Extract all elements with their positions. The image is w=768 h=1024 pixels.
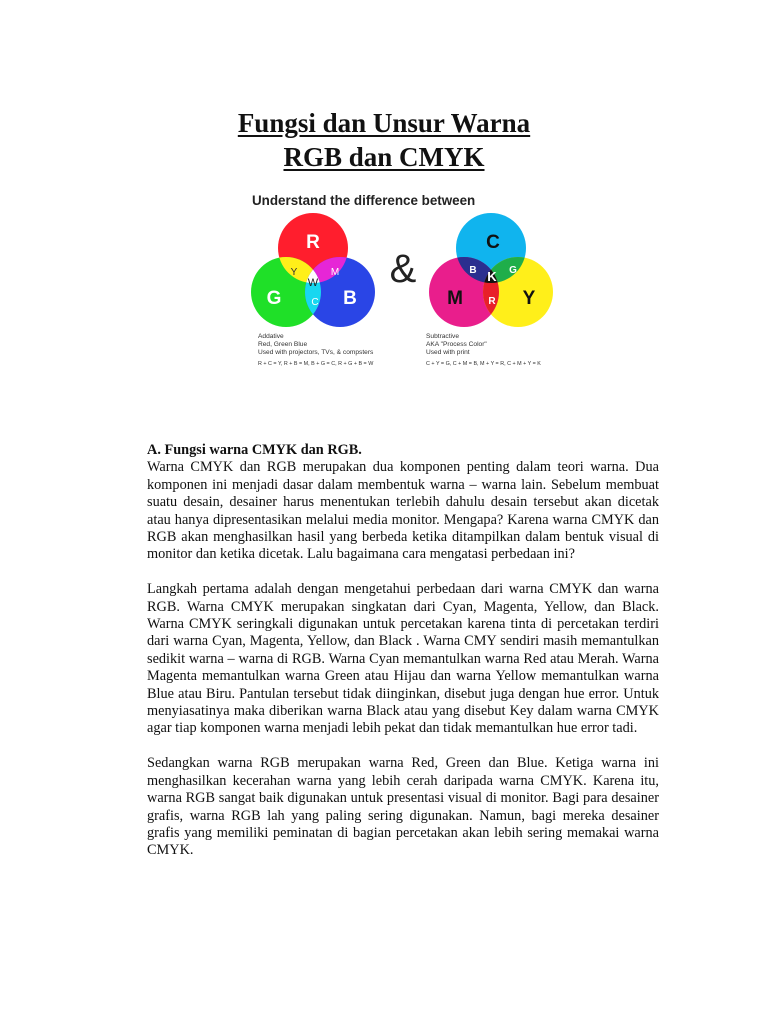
label-m: M (330, 267, 340, 278)
label-r-cmyk: R (488, 296, 496, 307)
cmyk-venn (429, 213, 553, 327)
paragraph: Sedangkan warna RGB merupakan warna Red, Green dan Blue. Ketiga warna ini menghasilkan kecerahan warna yang lebih cerah daripada warna CMYK. Karena itu, warna RGB sangat baik digunakan untuk presentasi visual di monitor. Bagi para desainer grafis, warna RGB lah yang paling sering digunakan. Namun, bagi mereka desainer grafis yang memiliki peminatan di bagian percetakan akan lebih sering memakai warna CMYK. (147, 755, 659, 859)
cmyk-caption (426, 333, 541, 367)
label-k-cmyk: K (487, 269, 497, 284)
section-heading: A. Fungsi warna CMYK dan RGB. (147, 442, 362, 458)
diagram-heading: Understand the difference between (252, 193, 476, 208)
ampersand: & (389, 247, 417, 291)
cmyk-caption-line: AKA "Process Color" (426, 341, 487, 348)
rgb-caption-line: R + C = Y, R + B = M, B + G = C, R + G + B = W (258, 361, 374, 367)
paragraph: Langkah pertama adalah dengan mengetahui perbedaan dari warna CMYK dan warna RGB. Warna CMYK merupakan singkatan dari Cyan, Magenta, Yellow, dan Black. Warna CMYK seringkali digunakan untuk percetakan karena tinta di percetakan terdiri dari warna Cyan, Magenta, Yellow, dan Black . Warna CMY sendiri masih memantulkan sedikit warna – warna di RGB. Warna Cyan memantulkan warna Red atau Merah. Warna Magenta memantulkan warna Green atau Hijau dan warna Yellow memantulkan warna Blue atau Biru. Pantulan tersebut tidak diinginkan, disebut juga dengan hue error. Untuk menyiasatinya maka diberikan warna Black atau yang disebut Key dalam warna CMYK agar tiap komponen warna menjadi lebih pekat dan tidak memantulkan hue error tadi. (147, 581, 659, 737)
title-line-2: RGB dan CMYK (283, 142, 485, 172)
rgb-caption (258, 333, 374, 367)
label-c-cmyk: C (486, 232, 500, 253)
label-w: W (307, 277, 319, 289)
label-c: C (311, 297, 319, 308)
rgb-cmyk-diagram (236, 186, 566, 378)
rgb-caption-line: Addative (258, 333, 284, 340)
label-b: B (343, 288, 357, 309)
body-text (147, 442, 659, 877)
title-line-1: Fungsi dan Unsur Warna (237, 108, 531, 138)
label-g: G (266, 288, 282, 309)
rgb-caption-line: Used with projectors, TVs, & compsters (258, 349, 374, 356)
rgb-caption-line: Red, Green Blue (258, 341, 308, 348)
label-y-cmyk: Y (522, 288, 536, 309)
label-m-cmyk: M (447, 288, 463, 309)
cmyk-caption-line: Used with print (426, 349, 470, 356)
cmyk-caption-line: C + Y = G, C + M = B, M + Y = R, C + M + Y = K (426, 361, 541, 367)
cmyk-caption-line: Subtractive (426, 333, 459, 340)
label-b-cmyk: B (469, 265, 477, 276)
label-y: Y (290, 267, 298, 278)
page-title (0, 106, 768, 174)
paragraph: Warna CMYK dan RGB merupakan dua komponen penting dalam teori warna. Dua komponen ini menjadi dasar dalam membentuk warna – warna lain. Sebelum membuat suatu desain, desainer harus menentukan terlebih dahulu desain tersebut akan dicetak atau hanya dipresentasikan melalui media monitor. Mengapa? Karena warna CMYK dan RGB akan menghasilkan hasil yang berbeda ketika ditampilkan dalam bentuk visual di monitor dan ketika dicetak. Lalu bagaimana cara mengatasi perbedaan ini? (147, 459, 659, 563)
rgb-venn (251, 213, 375, 327)
label-g-cmyk: G (509, 265, 517, 276)
label-r: R (306, 232, 320, 253)
